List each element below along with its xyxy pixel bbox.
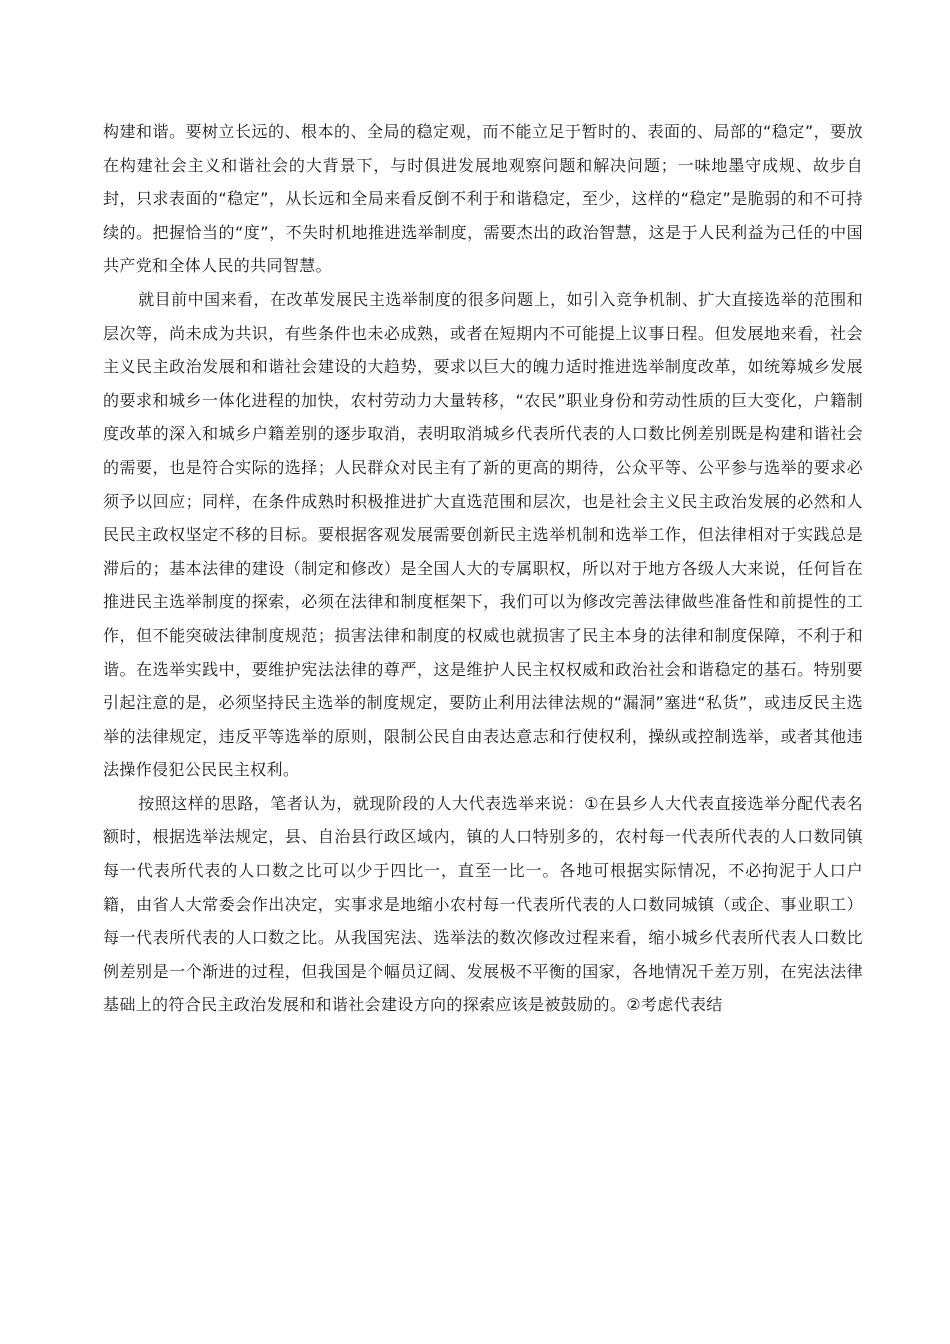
document-body <box>103 115 863 1022</box>
paragraph-2: 就目前中国来看，在改革发展民主选举制度的很多问题上，如引入竞争机制、扩大直接选举的范围和层次等，尚未成为共识，有些条件也未必成熟，或者在短期内不可能提上议事日程。但发展地来看，社会主义民主政治发展和和谐社会建设的大趋势，要求以巨大的魄力适时推进选举制度改革，如统筹城乡发展的要求和城乡一体化进程的加快，农村劳动力大量转移，“农民”职业身份和劳动性质的巨大变化，户籍制度改革的深入和城乡户籍差别的逐步取消，表明取消城乡代表所代表的人口数比例差别既是构建和谐社会的需要，也是符合实际的选择；人民群众对民主有了新的更高的期待，公众平等、公平参与选举的要求必须予以回应；同样，在条件成熟时积极推进扩大直选范围和层次，也是社会主义民主政治发展的必然和人民民主政权坚定不移的目标。要根据客观发展需要创新民主选举机制和选举工作，但法律相对于实践总是滞后的；基本法律的建设（制定和修改）是全国人大的专属职权，所以对于地方各级人大来说，任何旨在推进民主选举制度的探索，必须在法律和制度框架下，我们可以为修改完善法律做些准备性和前提性的工作，但不能突破法律制度规范；损害法律和制度的权威也就损害了民主本身的法律和制度保障，不利于和谐。在选举实践中，要维护宪法法律的尊严，这是维护人民主权权威和政治社会和谐稳定的基石。特别要引起注意的是，必须坚持民主选举的制度规定，要防止利用法律法规的“漏洞”塞进“私货”，或违反民主选举的法律规定，违反平等选举的原则，限制公民自由表达意志和行使权利，操纵或控制选举，或者其他违法操作侵犯公民民主权利。 <box>103 289 863 780</box>
paragraph-3: 按照这样的思路，笔者认为，就现阶段的人大代表选举来说：①在县乡人大代表直接选举分配代表名额时，根据选举法规定，县、自治县行政区域内，镇的人口特别多的，农村每一代表所代表的人口数同镇每一代表所代表的人口数之比可以少于四比一，直至一比一。各地可根据实际情况，不必拘泥于人口户籍，由省人大常委会作出决定，实事求是地缩小农村每一代表所代表的人口数同城镇（或企、事业职工）每一代表所代表的人口数之比。从我国宪法、选举法的数次修改过程来看，缩小城乡代表所代表人口数比例差别是一个渐进的过程，但我国是个幅员辽阔、发展极不平衡的国家，各地情况千差万别，在宪法法律基础上的符合民主政治发展和和谐社会建设方向的探索应该是被鼓励的。②考虑代表结 <box>103 793 863 1015</box>
paragraph-1: 构建和谐。要树立长远的、根本的、全局的稳定观，而不能立足于暂时的、表面的、局部的“稳定”，要放在构建社会主义和谐社会的大背景下，与时俱进发展地观察问题和解决问题；一味地墨守成规、故步自封，只求表面的“稳定”，从长远和全局来看反倒不利于和谐稳定，至少，这样的“稳定”是脆弱的和不可持续的。把握恰当的“度”，不失时机地推进选举制度，需要杰出的政治智慧，这是于人民利益为己任的中国共产党和全体人民的共同智慧。 <box>103 122 863 276</box>
